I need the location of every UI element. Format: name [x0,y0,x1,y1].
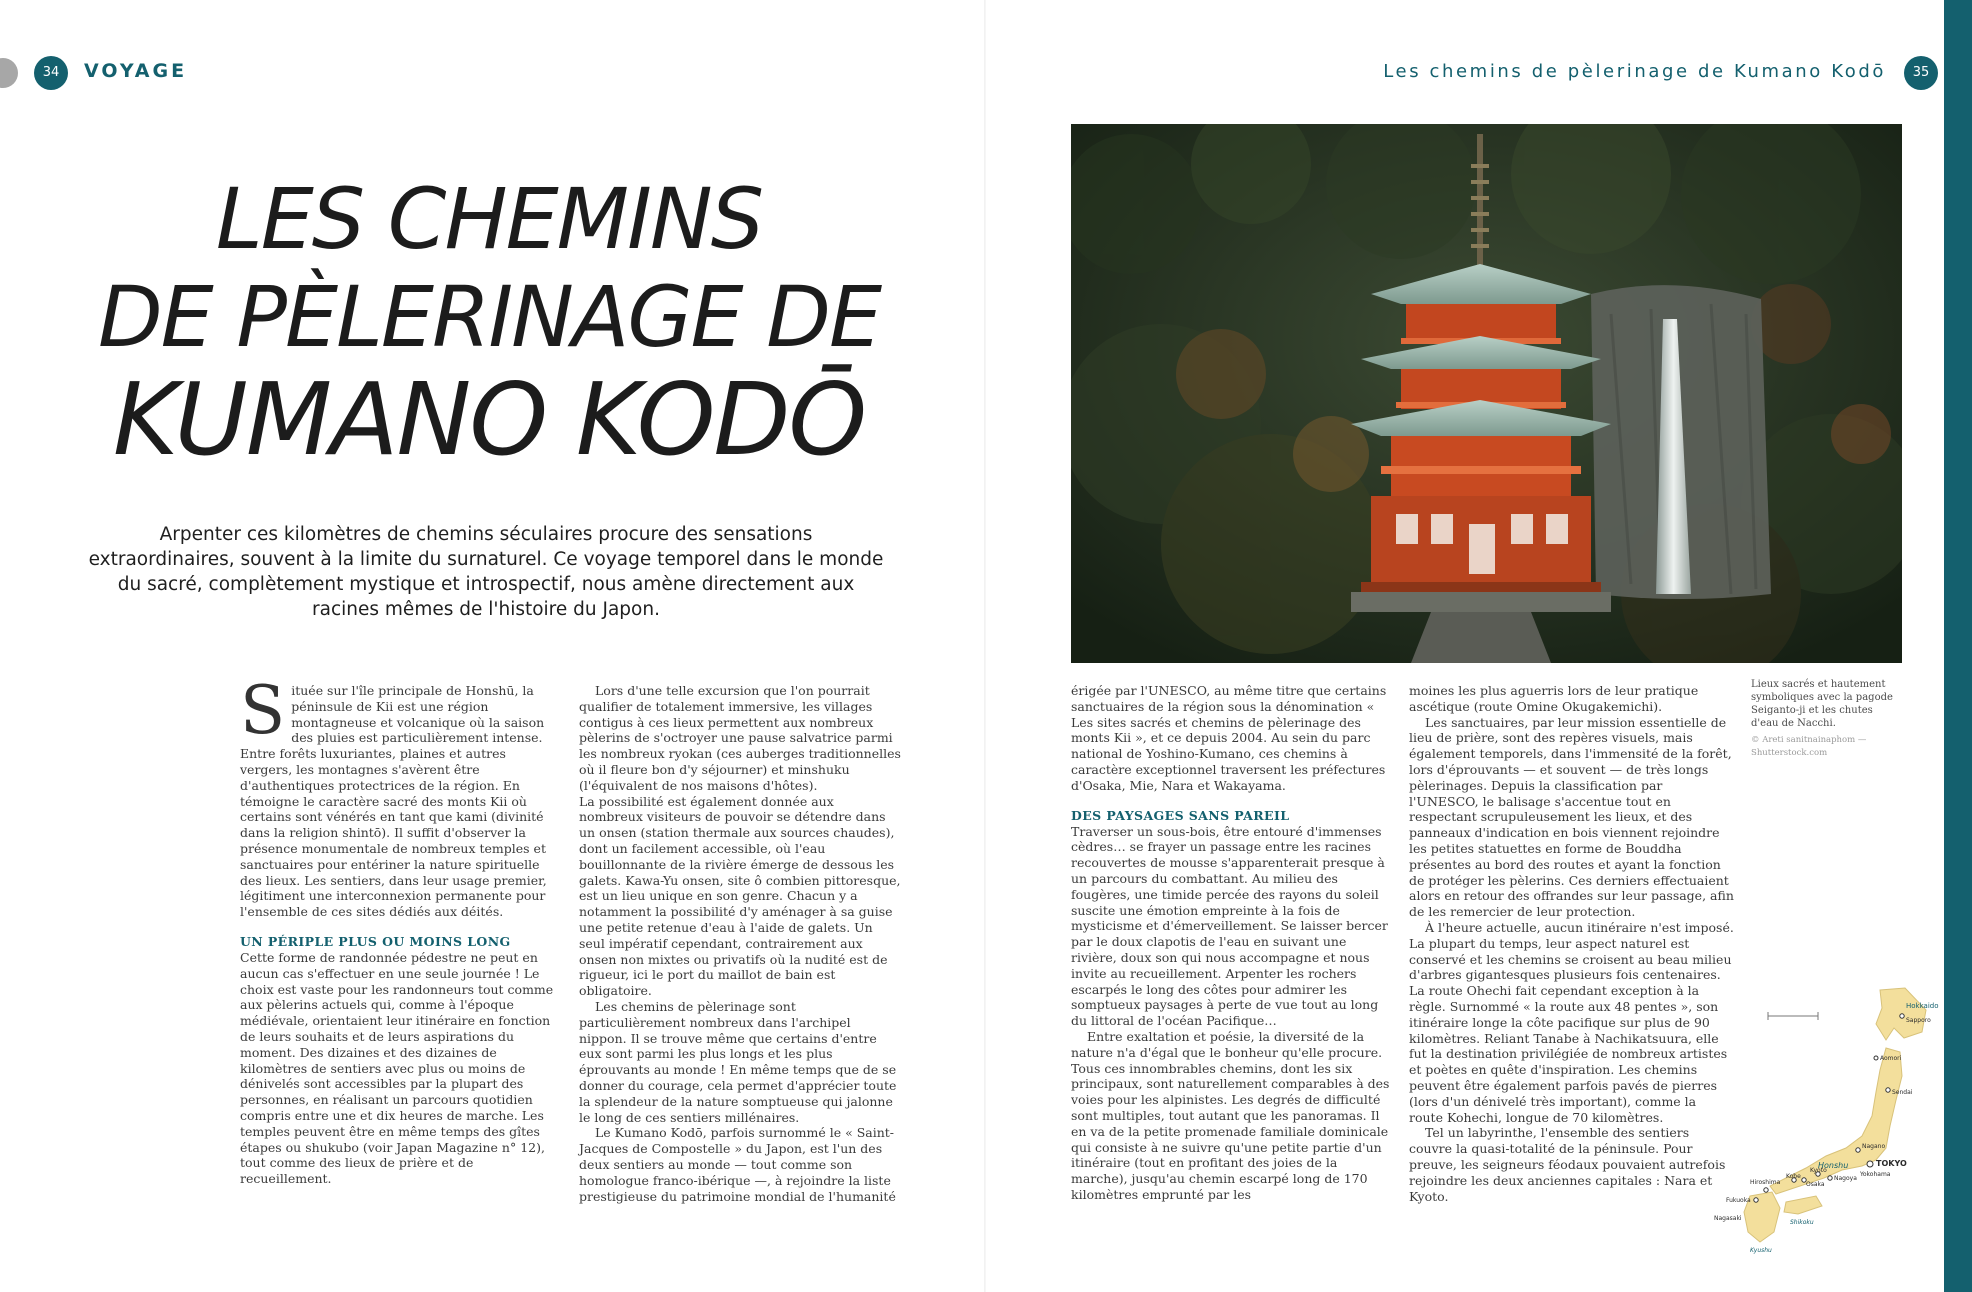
paragraph: moines les plus aguerris lors de leur pratique ascétique (route Omine Okugakemichi). [1409,683,1699,714]
intro-paragraph [240,672,562,920]
page-number-right: 35 [1904,56,1938,90]
page-marker-dot [0,58,18,88]
map-label-nagasaki: Nagasaki [1714,1215,1742,1222]
intro-text: ituée sur l'île principale de Honshū, la péninsule de Kii est une région montagneuse et volcanique où la saison des pluies est particulièrement intense. Entre forêts luxuriantes, plaines et autres vergers, les montagnes s'avèrent être d'authentiques protectrices de la région. En témoigne le caractère sacré des monts Kii où certains sont vénérés en tant que kami (divinité dans la religion shintō). Il suffit d'observer la présence monumentale de nombreux temples et sanctuaires pour entériner la nature spirituelle des lieux. Les sentiers, dans leur usage premier, légitiment une interconnexion permanente pour l'ensemble de ces sites dédiés aux déités. [240,683,547,920]
text-column-3 [1071,683,1393,1203]
map-label-sapporo: Sapporo [1906,1017,1931,1024]
running-title: Les chemins de pèlerinage de Kumano Kodō [1383,61,1886,82]
map-label-honshu: Honshu [1818,1161,1849,1170]
map-label-kobe: Kobe [1786,1173,1801,1180]
paragraph: À l'heure actuelle, aucun itinéraire n'est imposé. La plupart du temps, leur aspect naturel est conservé et les chemins se croisent au beau milieu d'arbres gigantesques plusieurs fois centenaires. La route Ohechi fait cependant exception à la règle. Surnommé « la route aux 48 pentes », son itinéraire longe la côte pacifique sur plus de 90 kilomètres. Reliant Tanabe à Nachikatsuura, elle fut la destination privilégiée de nombreux artistes et poètes en quête d'inspiration. Les chemins peuvent être également parfois pavés de pierres (lors d'un dénivelé très important), comme la route Kohechi, longue de 70 kilomètres. [1409,919,1734,1125]
map-label-hokkaido: Hokkaido [1906,1002,1939,1010]
article-title [84,170,894,478]
paragraph: Traverser un sous-bois, être entouré d'immenses cèdres… se frayer un passage entre les racines recouvertes de mousse s'apparenterait presque à un parcours du combattant. Au milieu des fougères, une timide percée des rayons du soleil suscite une émotion empreinte à la fois de mysticisme et d'émerveillement. Se laisser bercer par le doux clapotis de l'eau en suivant une rivière, doux son qui nous accompagne et nous invite au recueillement. Arpenter les rochers escarpés le long des côtes pour admirer les somptueux paysages à perte de vue tout au long du littoral de l'océan Pacifique… [1071,823,1388,1029]
map-label-nagoya: Nagoya [1834,1175,1857,1182]
paragraph: Le Kumano Kodō, parfois surnommé le « Saint-Jacques de Compostelle » du Japon, est l'un des deux sentiers au monde — tout comme son homologue franco-ibérique —, à rejoindre la liste prestigieuse du patrimoine mondial de l'humanité [579,1125,896,1204]
caption-text: Lieux sacrés et hautement symboliques avec la pagode Seiganto-ji et les chutes d'eau de Nacchi. [1751,679,1893,729]
map-label-hiroshima: Hiroshima [1750,1179,1781,1186]
section-label: VOYAGE [84,60,188,82]
article-lede: Arpenter ces kilomètres de chemins séculaires procure des sensations extraordinaires, souvent à la limite du surnaturel. Ce voyage temporel dans le monde du sacré, complètement mystique et introspectif, nous amène directement aux racines mêmes de l'histoire du Japon. [88,524,884,620]
section-heading-2: DES PAYSAGES SANS PAREIL [1071,807,1290,823]
photo-caption [1751,678,1901,760]
map-label-kyushu: Kyushu [1750,1247,1772,1254]
japan-map [1690,980,1940,1260]
section-heading-1: UN PÉRIPLE PLUS OU MOINS LONG [240,933,511,949]
paragraph: érigée par l'UNESCO, au même titre que certains sanctuaires de la région sous la dénomination « Les sites sacrés et chemins de pèlerinage des monts Kii », et ce depuis 2004. Au sein du parc national de Yoshino-Kumano, ces chemins à caractère exceptionnel traversent les préfectures d'Osaka, Mie, Nara et Wakayama. [1071,683,1387,793]
photo-credit: © Areti sanitnainaphom — Shutterstock.com [1751,735,1867,758]
paragraph: Entre exaltation et poésie, la diversité de la nature n'a d'égal que le bonheur qu'elle procure. Tous ces innombrables chemins, dont les six principaux, sont naturellement comparables à des voies pour les alpinistes. Les degrés de difficulté sont multiples, tout autant que les panoramas. Il en va de la petite promenade familiale dominicale qui consiste à ne suivre qu'une petite partie d'un itinéraire (tout en profitant des joies de la marche), jusqu'au chemin escarpé long de 170 kilomètres emprunté par les [1071,1028,1390,1202]
map-label-yokohama: Yokohama [1860,1171,1891,1178]
paragraph: Cette forme de randonnée pédestre ne peut en aucun cas s'effectuer en une seule journée ! Le choix est vaste pour les randonneurs tout comme aux pèlerins actuels qui, comme à l'époque médiévale, orientaient leur itinéraire en fonction de leurs souhaits et de leurs aspirations du moment. Des dizaines et des dizaines de kilomètres de sentiers avec plus ou moins de dénivelés sont accessibles par la plupart des personnes, en réalisant un parcours quotidien compris entre une et dix heures de marche. Les temples peuvent être en même temps des gîtes étapes ou shukubo (voir Japan Magazine n° 12), tout comme des lieux de prière et de recueillement. [240,949,554,1187]
title-line-2: DE PÈLERINAGE DE [97,268,881,366]
paragraph: Tel un labyrinthe, l'ensemble des sentiers couvre la quasi-totalité de la péninsule. Pour preuve, les seigneurs féodaux pouvaient autrefois rejoindre les deux anciennes capitales : Nara et Kyoto. [1409,1125,1726,1204]
text-column-2 [579,683,901,1204]
map-label-aomori: Aomori [1880,1055,1902,1062]
japan-map-graphic [1690,980,1940,1260]
pagoda-waterfall-photo [1071,124,1902,663]
text-column-1 [240,672,562,1187]
pagoda-illustration [1071,124,1902,663]
map-label-fukuoka: Fukuoka [1726,1197,1751,1204]
title-line-1: LES CHEMINS [215,170,763,268]
map-label-kyoto: Kyoto [1810,1167,1827,1174]
drop-cap: S [240,672,286,749]
text-column-4 [1409,683,1734,1204]
map-label-shikoku: Shikoku [1790,1219,1814,1226]
map-label-nagano: Nagano [1862,1143,1886,1150]
page-edge-bar [1944,0,1972,1292]
page-number-left: 34 [34,56,68,90]
paragraph: Lors d'une telle excursion que l'on pourrait qualifier de totalement immersive, les villages contigus à ces lieux permettent aux nombreux pèlerins de s'octroyer une pause salvatrice parmi les nombreux ryokan (ces auberges traditionnelles où il fleure bon d'y séjourner) et minshuku (l'équivalent de nos maisons d'hôtes). [579,683,901,793]
paragraph: Les chemins de pèlerinage sont particulièrement nombreux dans l'archipel nippon. Il se trouve même que certains d'entre eux sont parmi les plus longs et les plus éprouvants au monde ! En même temps que de se donner du courage, cela permet d'apprécier toute la splendeur de la nature somptueuse qui jalonne le long de ces sentiers millénaires. [579,998,897,1125]
map-label-tokyo: TOKYO [1876,1159,1907,1168]
paragraph: La possibilité est également donnée aux nombreux visiteurs de pouvoir se détendre dans un onsen (station thermale aux sources chaudes), dont un facilement accessible, où l'eau bouillonnante de la rivière émerge de dessous les galets. Kawa-Yu onsen, site ô combien pittoresque, est un lieu unique en son genre. Chacun y a notamment la possibilité d'y aménager à sa guise une petite retenue d'eau à l'aide de galets. Un seul impératif cependant, contrairement aux onsen non mixtes ou privatifs où la nudité est de rigueur, ici le port du maillot de bain est obligatoire. [579,793,901,999]
paragraph: Les sanctuaires, par leur mission essentielle de lieu de prière, sont des repères visuels, mais également temporels, dans l'immensité de la forêt, lors d'éprouvants — et souvent — de très longs pèlerinages. Depuis la classification par l'UNESCO, le balisage s'accentue tout en respectant scrupuleusement les lieux, et des panneaux d'indication en bois viennent rejoindre les petites statuettes en forme de Bouddha présentes au bord des routes et ayant la fonction de protéger les pèlerins. Ces derniers effectuaient alors en retour des offrandes sur leur passage, afin de les remercier de leur protection. [1409,714,1734,920]
map-label-sendai: Sendai [1892,1089,1913,1096]
title-line-3: KUMANO KODŌ [112,361,866,478]
map-label-osaka: Osaka [1806,1181,1825,1188]
